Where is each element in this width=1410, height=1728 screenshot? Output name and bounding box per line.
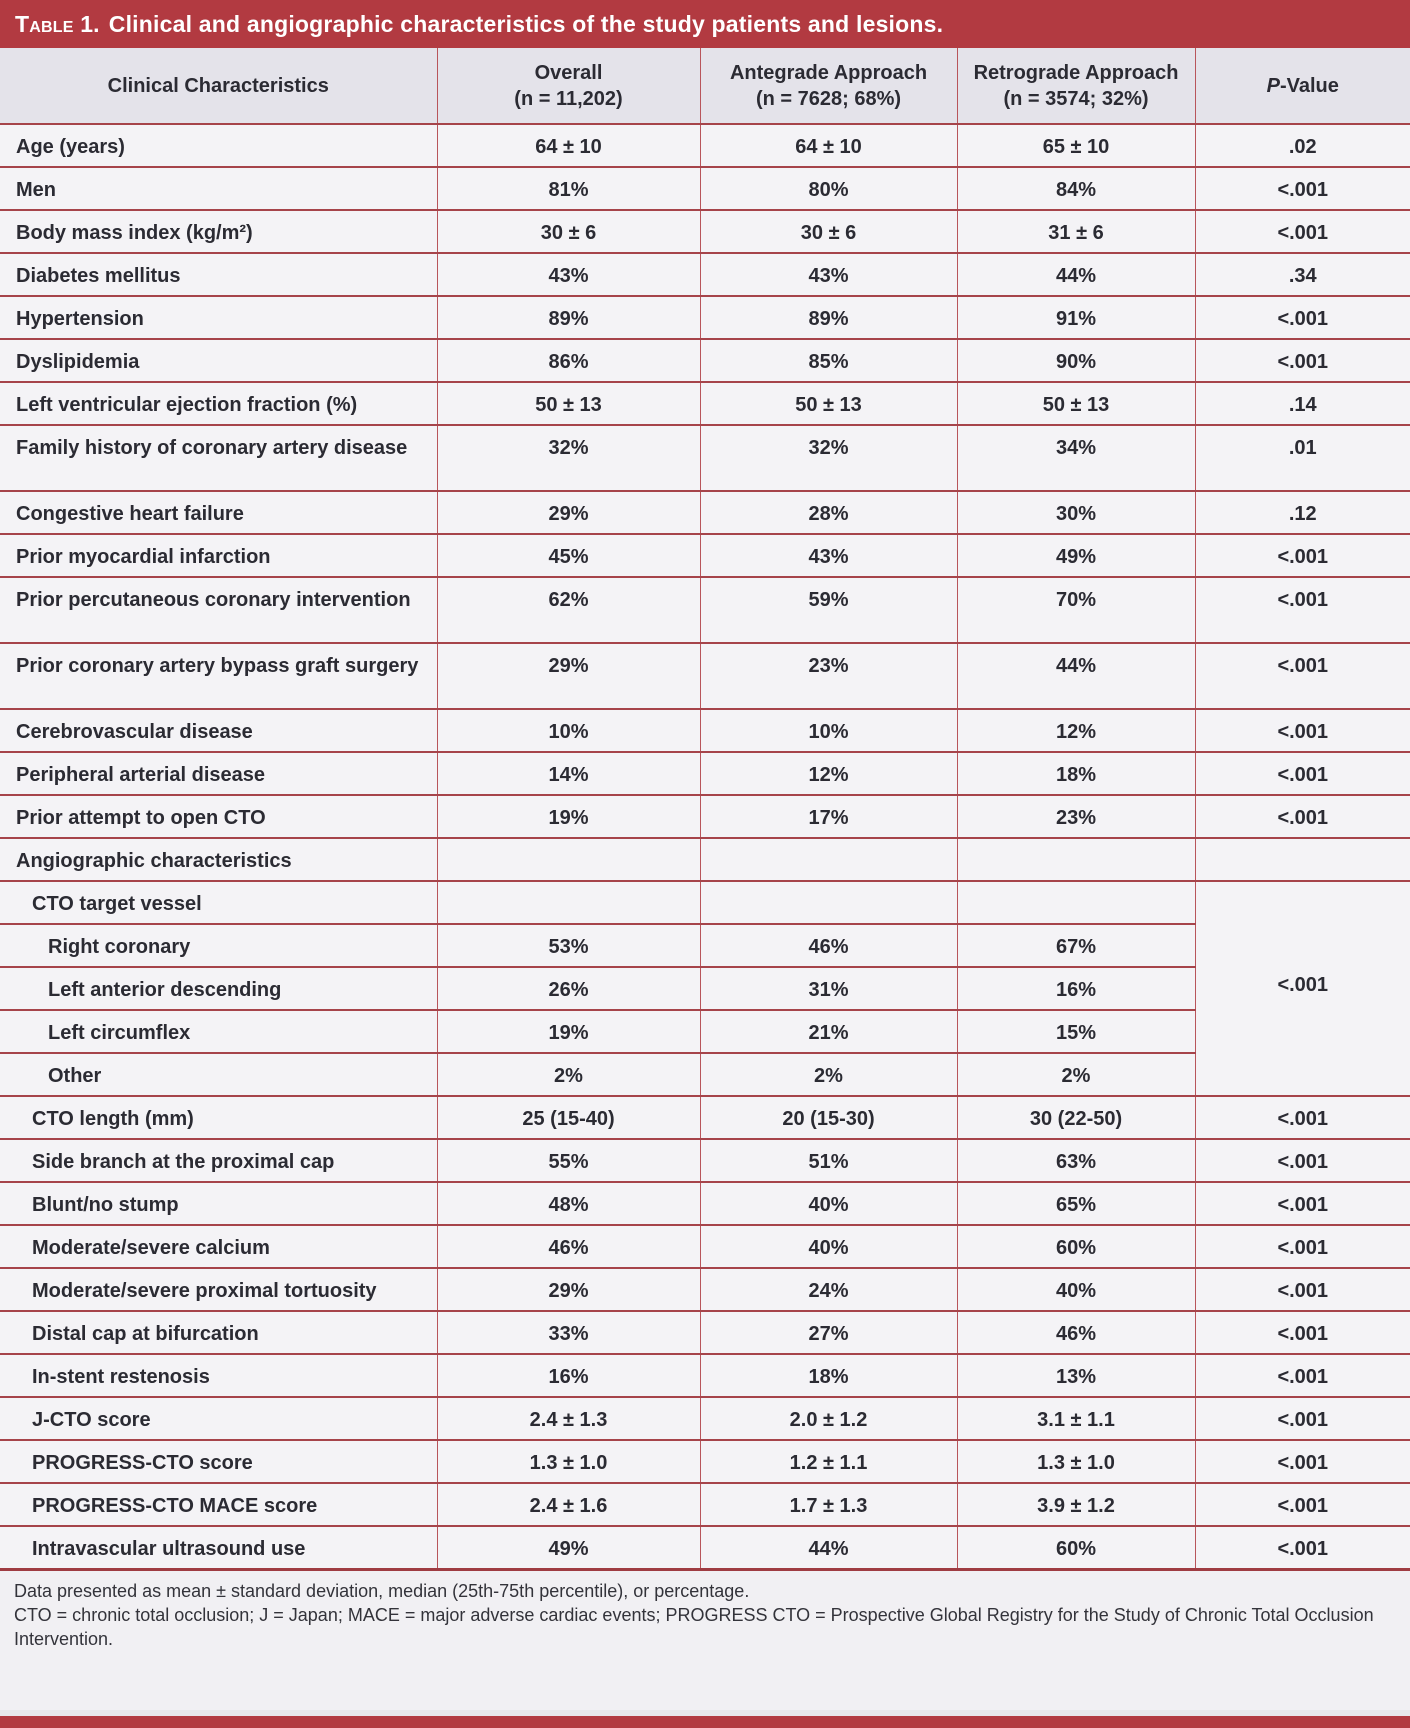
table-number: Table 1. — [15, 10, 100, 37]
row-label-cell: CTO target vessel — [0, 881, 437, 924]
page-title: Clinical and angiographic characteristics of the study patients and lesions. — [108, 10, 944, 37]
column-header-characteristics — [0, 48, 437, 124]
antegrade-value-cell: 80% — [700, 167, 957, 210]
antegrade-value-cell: 59% — [700, 577, 957, 643]
p-value-cell: <.001 — [1195, 1096, 1410, 1139]
row-label-cell: Right coronary — [0, 924, 437, 967]
antegrade-value-cell: 30 ± 6 — [700, 210, 957, 253]
row-label-cell: Dyslipidemia — [0, 339, 437, 382]
p-value-cell: .12 — [1195, 491, 1410, 534]
retrograde-value-cell — [957, 838, 1195, 881]
antegrade-value-cell: 21% — [700, 1010, 957, 1053]
p-value-cell: <.001 — [1195, 709, 1410, 752]
p-value-cell: <.001 — [1195, 1526, 1410, 1570]
retrograde-value-cell: 12% — [957, 709, 1195, 752]
table-row — [0, 1139, 1410, 1182]
antegrade-value-cell: 1.7 ± 1.3 — [700, 1483, 957, 1526]
overall-value-cell: 14% — [437, 752, 700, 795]
antegrade-value-cell: 32% — [700, 425, 957, 491]
retrograde-value-cell: 3.1 ± 1.1 — [957, 1397, 1195, 1440]
retrograde-value-cell: 50 ± 13 — [957, 382, 1195, 425]
column-header-line: Clinical Characteristics — [107, 74, 329, 97]
row-label-cell: Left ventricular ejection fraction (%) — [0, 382, 437, 425]
overall-value-cell: 2.4 ± 1.3 — [437, 1397, 700, 1440]
p-value-cell: <.001 — [1195, 1225, 1410, 1268]
footnote-data-presentation: Data presented as mean ± standard deviation, median (25th-75th percentile), or percentage. — [14, 1581, 750, 1601]
retrograde-value-cell: 70% — [957, 577, 1195, 643]
table-row — [0, 643, 1410, 709]
row-label-cell: Peripheral arterial disease — [0, 752, 437, 795]
retrograde-value-cell: 60% — [957, 1526, 1195, 1570]
retrograde-value-cell: 16% — [957, 967, 1195, 1010]
retrograde-value-cell: 91% — [957, 296, 1195, 339]
row-label-cell: Left circumflex — [0, 1010, 437, 1053]
antegrade-value-cell: 28% — [700, 491, 957, 534]
antegrade-value-cell — [700, 838, 957, 881]
retrograde-value-cell: 46% — [957, 1311, 1195, 1354]
p-value-cell — [1195, 838, 1410, 881]
column-header-retrograde — [957, 48, 1195, 124]
row-label-cell: Diabetes mellitus — [0, 253, 437, 296]
antegrade-value-cell: 50 ± 13 — [700, 382, 957, 425]
antegrade-value-cell: 85% — [700, 339, 957, 382]
table-row — [0, 577, 1410, 643]
row-label-cell: Left anterior descending — [0, 967, 437, 1010]
antegrade-value-cell: 12% — [700, 752, 957, 795]
overall-value-cell: 1.3 ± 1.0 — [437, 1440, 700, 1483]
overall-value-cell: 45% — [437, 534, 700, 577]
p-value-label: -Value — [1279, 74, 1339, 97]
column-header-antegrade — [700, 48, 957, 124]
retrograde-value-cell: 44% — [957, 253, 1195, 296]
overall-value-cell: 48% — [437, 1182, 700, 1225]
table-row — [0, 534, 1410, 577]
antegrade-value-cell: 51% — [700, 1139, 957, 1182]
p-value-cell: .02 — [1195, 124, 1410, 167]
antegrade-value-cell — [700, 881, 957, 924]
antegrade-value-cell: 20 (15-30) — [700, 1096, 957, 1139]
row-label-cell: Family history of coronary artery disease — [0, 425, 437, 491]
table-row — [0, 296, 1410, 339]
column-header-overall — [437, 48, 700, 124]
antegrade-value-cell: 24% — [700, 1268, 957, 1311]
overall-value-cell: 25 (15-40) — [437, 1096, 700, 1139]
table-row — [0, 339, 1410, 382]
row-label-cell: Cerebrovascular disease — [0, 709, 437, 752]
overall-value-cell: 81% — [437, 167, 700, 210]
row-label-cell: Intravascular ultrasound use — [0, 1526, 437, 1570]
table-row — [0, 1182, 1410, 1225]
row-label-cell: Prior myocardial infarction — [0, 534, 437, 577]
retrograde-value-cell: 31 ± 6 — [957, 210, 1195, 253]
row-label-cell: Other — [0, 1053, 437, 1096]
row-label-cell: J-CTO score — [0, 1397, 437, 1440]
retrograde-value-cell: 90% — [957, 339, 1195, 382]
row-label-cell: Prior coronary artery bypass graft surgery — [0, 643, 437, 709]
bottom-accent-bar — [0, 1716, 1410, 1728]
row-label-cell: Blunt/no stump — [0, 1182, 437, 1225]
retrograde-value-cell: 13% — [957, 1354, 1195, 1397]
table-row — [0, 1225, 1410, 1268]
row-label-cell: Body mass index (kg/m²) — [0, 210, 437, 253]
overall-value-cell — [437, 838, 700, 881]
retrograde-value-cell: 49% — [957, 534, 1195, 577]
table-row — [0, 1096, 1410, 1139]
table-row — [0, 752, 1410, 795]
overall-value-cell — [437, 881, 700, 924]
row-label-cell: Prior attempt to open CTO — [0, 795, 437, 838]
p-value-cell: <.001 — [1195, 1397, 1410, 1440]
table-row — [0, 167, 1410, 210]
footnotes — [0, 1571, 1410, 1710]
table-row — [0, 1483, 1410, 1526]
retrograde-value-cell: 3.9 ± 1.2 — [957, 1483, 1195, 1526]
table-row — [0, 253, 1410, 296]
row-label-cell: PROGRESS-CTO score — [0, 1440, 437, 1483]
p-value-cell: <.001 — [1195, 881, 1410, 1096]
overall-value-cell: 29% — [437, 1268, 700, 1311]
overall-value-cell: 30 ± 6 — [437, 210, 700, 253]
table-row — [0, 1268, 1410, 1311]
retrograde-value-cell: 2% — [957, 1053, 1195, 1096]
retrograde-value-cell: 63% — [957, 1139, 1195, 1182]
p-value-cell: <.001 — [1195, 167, 1410, 210]
table-title-bar — [0, 0, 1410, 48]
p-value-cell: <.001 — [1195, 752, 1410, 795]
table-row — [0, 1311, 1410, 1354]
table-row — [0, 491, 1410, 534]
overall-value-cell: 55% — [437, 1139, 700, 1182]
overall-value-cell: 89% — [437, 296, 700, 339]
table-row — [0, 382, 1410, 425]
p-value-cell: .01 — [1195, 425, 1410, 491]
antegrade-value-cell: 17% — [700, 795, 957, 838]
p-value-cell: <.001 — [1195, 577, 1410, 643]
antegrade-value-cell: 2.0 ± 1.2 — [700, 1397, 957, 1440]
header-row — [0, 48, 1410, 124]
overall-value-cell: 32% — [437, 425, 700, 491]
overall-value-cell: 86% — [437, 339, 700, 382]
overall-value-cell: 43% — [437, 253, 700, 296]
overall-value-cell: 64 ± 10 — [437, 124, 700, 167]
p-value-cell: <.001 — [1195, 1483, 1410, 1526]
p-value-cell: <.001 — [1195, 296, 1410, 339]
table-row — [0, 709, 1410, 752]
table-row — [0, 425, 1410, 491]
retrograde-value-cell: 23% — [957, 795, 1195, 838]
antegrade-value-cell: 2% — [700, 1053, 957, 1096]
column-header-pvalue — [1195, 48, 1410, 124]
table-row — [0, 1354, 1410, 1397]
row-label-cell: Distal cap at bifurcation — [0, 1311, 437, 1354]
row-label-cell: CTO length (mm) — [0, 1096, 437, 1139]
retrograde-value-cell: 65% — [957, 1182, 1195, 1225]
p-value-cell: <.001 — [1195, 210, 1410, 253]
overall-value-cell: 19% — [437, 1010, 700, 1053]
retrograde-value-cell: 15% — [957, 1010, 1195, 1053]
antegrade-value-cell: 43% — [700, 253, 957, 296]
antegrade-value-cell: 10% — [700, 709, 957, 752]
row-label-cell: In-stent restenosis — [0, 1354, 437, 1397]
characteristics-table — [0, 48, 1410, 1571]
table-row — [0, 210, 1410, 253]
p-value-cell: <.001 — [1195, 1182, 1410, 1225]
row-label-cell: Congestive heart failure — [0, 491, 437, 534]
p-italic: P — [1266, 74, 1280, 97]
column-header-line: (n = 7628; 68%) — [755, 87, 902, 110]
table-row — [0, 124, 1410, 167]
column-header-line: Retrograde Approach — [973, 61, 1179, 84]
overall-value-cell: 33% — [437, 1311, 700, 1354]
overall-value-cell: 53% — [437, 924, 700, 967]
overall-value-cell: 2.4 ± 1.6 — [437, 1483, 700, 1526]
p-value-cell: <.001 — [1195, 1139, 1410, 1182]
retrograde-value-cell: 65 ± 10 — [957, 124, 1195, 167]
table-row — [0, 1440, 1410, 1483]
retrograde-value-cell: 30 (22-50) — [957, 1096, 1195, 1139]
antegrade-value-cell: 23% — [700, 643, 957, 709]
table-row — [0, 1526, 1410, 1570]
row-label-cell: Moderate/severe calcium — [0, 1225, 437, 1268]
column-header-line: Antegrade Approach — [729, 61, 928, 84]
p-value-cell: <.001 — [1195, 795, 1410, 838]
row-label-cell: Prior percutaneous coronary intervention — [0, 577, 437, 643]
antegrade-value-cell: 46% — [700, 924, 957, 967]
antegrade-value-cell: 40% — [700, 1225, 957, 1268]
column-header-line: (n = 3574; 32%) — [1003, 87, 1149, 110]
antegrade-value-cell: 43% — [700, 534, 957, 577]
retrograde-value-cell: 60% — [957, 1225, 1195, 1268]
row-label-cell: Moderate/severe proximal tortuosity — [0, 1268, 437, 1311]
antegrade-value-cell: 27% — [700, 1311, 957, 1354]
overall-value-cell: 2% — [437, 1053, 700, 1096]
antegrade-value-cell: 40% — [700, 1182, 957, 1225]
overall-value-cell: 50 ± 13 — [437, 382, 700, 425]
p-value-cell: <.001 — [1195, 1268, 1410, 1311]
column-header-line: Overall — [534, 61, 603, 84]
p-value-cell: <.001 — [1195, 339, 1410, 382]
overall-value-cell: 29% — [437, 491, 700, 534]
antegrade-value-cell: 1.2 ± 1.1 — [700, 1440, 957, 1483]
retrograde-value-cell: 30% — [957, 491, 1195, 534]
overall-value-cell: 62% — [437, 577, 700, 643]
overall-value-cell: 46% — [437, 1225, 700, 1268]
antegrade-value-cell: 89% — [700, 296, 957, 339]
table-row — [0, 795, 1410, 838]
retrograde-value-cell: 18% — [957, 752, 1195, 795]
p-value-cell: <.001 — [1195, 1311, 1410, 1354]
row-label-cell: Hypertension — [0, 296, 437, 339]
retrograde-value-cell: 67% — [957, 924, 1195, 967]
row-label-cell: Angiographic characteristics — [0, 838, 437, 881]
table-row — [0, 838, 1410, 881]
retrograde-value-cell: 1.3 ± 1.0 — [957, 1440, 1195, 1483]
retrograde-value-cell — [957, 881, 1195, 924]
overall-value-cell: 16% — [437, 1354, 700, 1397]
retrograde-value-cell: 40% — [957, 1268, 1195, 1311]
p-value-cell: <.001 — [1195, 534, 1410, 577]
overall-value-cell: 26% — [437, 967, 700, 1010]
row-label-cell: Men — [0, 167, 437, 210]
p-value-cell: <.001 — [1195, 1354, 1410, 1397]
antegrade-value-cell: 64 ± 10 — [700, 124, 957, 167]
retrograde-value-cell: 34% — [957, 425, 1195, 491]
p-value-cell: <.001 — [1195, 643, 1410, 709]
row-label-cell: Side branch at the proximal cap — [0, 1139, 437, 1182]
p-value-cell: <.001 — [1195, 1440, 1410, 1483]
row-label-cell: PROGRESS-CTO MACE score — [0, 1483, 437, 1526]
antegrade-value-cell: 18% — [700, 1354, 957, 1397]
column-header-line: (n = 11,202) — [514, 87, 623, 110]
antegrade-value-cell: 31% — [700, 967, 957, 1010]
p-value-cell: .34 — [1195, 253, 1410, 296]
footnote-abbreviations: CTO = chronic total occlusion; J = Japan; MACE = major adverse cardiac events; PROGRESS CTO = Prospective Global Registry for the Study of Chronic Total Occlusion Intervention. — [14, 1604, 1374, 1649]
overall-value-cell: 49% — [437, 1526, 700, 1570]
p-value-cell: .14 — [1195, 382, 1410, 425]
retrograde-value-cell: 84% — [957, 167, 1195, 210]
overall-value-cell: 29% — [437, 643, 700, 709]
overall-value-cell: 10% — [437, 709, 700, 752]
retrograde-value-cell: 44% — [957, 643, 1195, 709]
antegrade-value-cell: 44% — [700, 1526, 957, 1570]
overall-value-cell: 19% — [437, 795, 700, 838]
table-row — [0, 1397, 1410, 1440]
table-row — [0, 881, 1410, 924]
row-label-cell: Age (years) — [0, 124, 437, 167]
